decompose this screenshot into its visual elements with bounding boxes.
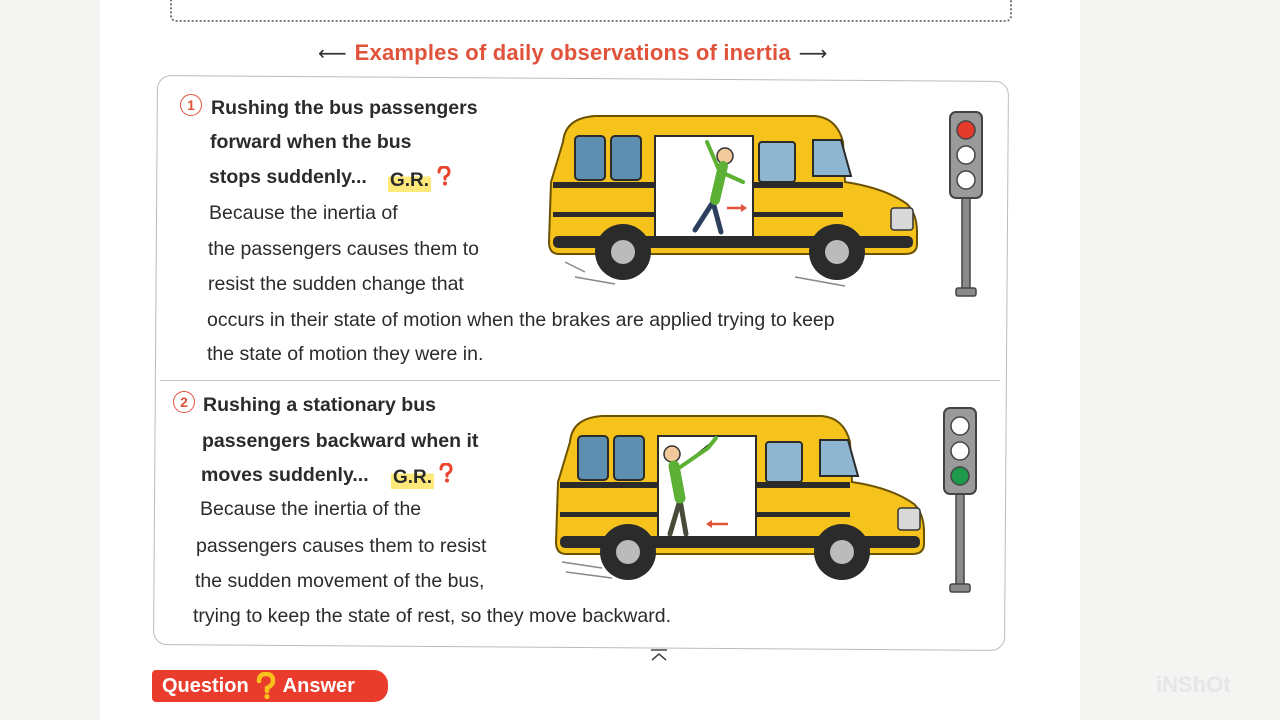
- video-watermark: iNShOt: [1156, 672, 1231, 697]
- card-divider: [160, 380, 1000, 381]
- bus-icon: [549, 116, 917, 286]
- example1-body-line-3: resist the sudden change that: [208, 273, 464, 295]
- question-mark-icon: [255, 672, 277, 700]
- bus-icon: [556, 416, 924, 580]
- example1-body-line-5: the state of motion they were in.: [207, 343, 484, 365]
- example1-gr-label: G.R.: [390, 170, 430, 191]
- example2-number-badge: 2: [173, 391, 195, 413]
- question-answer-banner: [152, 670, 388, 702]
- traffic-light-green-icon: [934, 404, 986, 596]
- bus-braking-illustration: [545, 112, 925, 290]
- example2-heading-line-3: moves suddenly...: [201, 464, 369, 486]
- example2-heading-line-1: Rushing a stationary bus: [203, 394, 436, 416]
- chevron-up-icon[interactable]: [650, 648, 668, 662]
- example1-heading-line-2: forward when the bus: [210, 131, 412, 153]
- question-mark-icon: [436, 166, 452, 186]
- example2-body-line-2: passengers causes them to resist: [196, 535, 487, 557]
- qa-question-label: Question: [162, 674, 249, 697]
- section-title: [318, 36, 858, 70]
- example1-body-line-4: occurs in their state of motion when the brakes are applied trying to keep: [207, 309, 835, 331]
- title-left-arrow: ⟵: [318, 42, 347, 65]
- example2-body-line-1: Because the inertia of the: [200, 498, 422, 520]
- example1-number-badge: 1: [180, 94, 202, 116]
- qa-answer-label: Answer: [282, 674, 355, 697]
- section-title-text: Examples of daily observations of inertia: [354, 40, 791, 65]
- example2-body-line-3: the sudden movement of the bus,: [195, 570, 485, 592]
- question-mark-icon: [438, 463, 454, 483]
- example1-body-line-2: the passengers causes them to: [208, 238, 479, 260]
- bus-starting-illustration: [552, 412, 932, 590]
- example2-heading-line-2: passengers backward when it: [202, 430, 479, 452]
- example1-body-line-1: Because the inertia of: [209, 202, 398, 224]
- example2-body-line-4: trying to keep the state of rest, so they move backward.: [193, 605, 671, 627]
- previous-note-box: [170, 0, 1012, 22]
- example2-gr-label: G.R.: [393, 467, 433, 488]
- example1-heading-line-3: stops suddenly...: [209, 166, 367, 188]
- traffic-light-red-icon: [940, 108, 992, 300]
- example1-heading-line-1: Rushing the bus passengers: [211, 97, 478, 119]
- title-right-arrow: ⟶: [798, 42, 828, 65]
